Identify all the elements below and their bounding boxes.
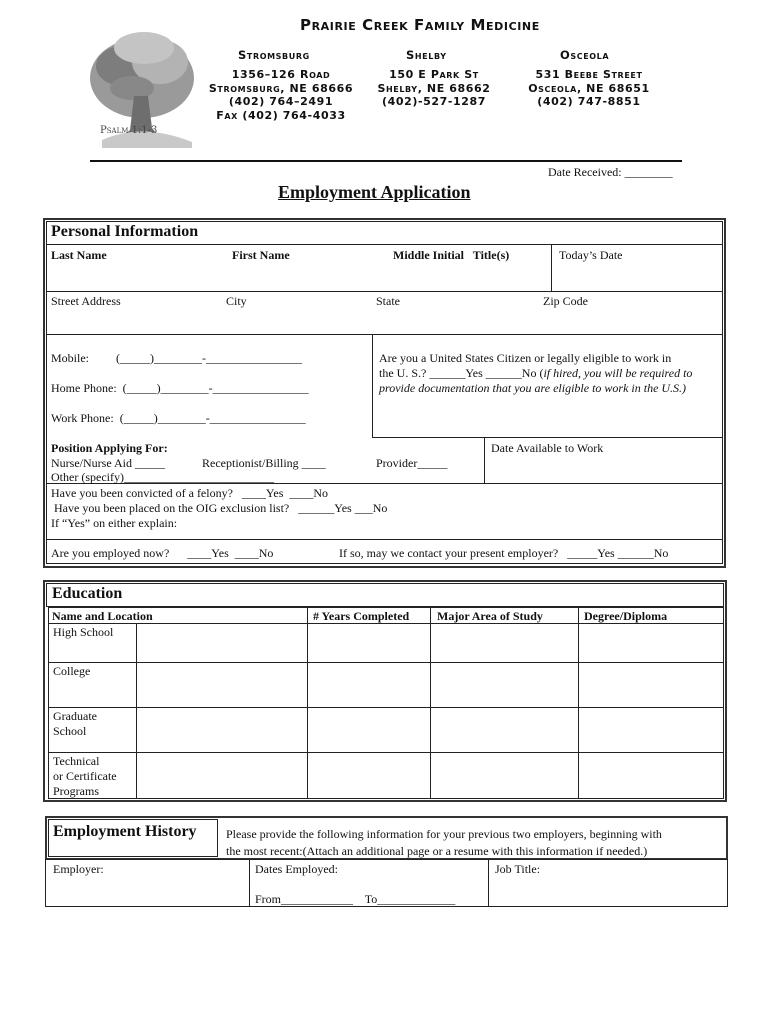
position-provider-option[interactable]: Provider_____ <box>376 456 448 470</box>
position-label: Position Applying For: <box>51 441 168 455</box>
felony-question[interactable]: Have you been convicted of a felony? ____Yes ____No <box>51 486 329 500</box>
todays-date-field[interactable]: Today’s Date <box>559 248 623 262</box>
dates-employed-label: Dates Employed: <box>255 862 338 876</box>
edu-row-technical: Technical or Certificate Programs <box>53 754 117 798</box>
position-receptionist-option[interactable]: Receptionist/Billing ____ <box>202 456 326 470</box>
last-name-field[interactable]: Last Name <box>51 248 107 262</box>
employer-field[interactable]: Employer: <box>53 862 104 876</box>
education-heading-box <box>46 583 724 607</box>
edu-col-major: Major Area of Study <box>437 609 543 623</box>
location-address-stromsburg: 1356–126 Road Stromsburg, NE 68666 (402) 764–2491 Fax (402) 764-4033 <box>208 68 354 122</box>
employment-note: Please provide the following information for your previous two employers, beginning with the most recent:(Attach an additional page or a resume with this information if needed.) <box>226 827 662 858</box>
edu-col-degree: Degree/Diploma <box>584 609 668 623</box>
personal-heading: Personal Information <box>51 223 199 240</box>
oig-question[interactable]: Have you been placed on the OIG exclusion list? ______Yes ___No <box>51 501 388 515</box>
street-address-field[interactable]: Street Address <box>51 294 121 308</box>
explain-field[interactable]: If “Yes” on either explain: <box>51 516 178 530</box>
date-received[interactable]: Date Received: ________ <box>548 165 673 179</box>
edu-row-college: College <box>53 664 91 678</box>
home-phone-field[interactable]: Home Phone: (_____)________-________________ <box>51 381 309 395</box>
first-name-field[interactable]: First Name <box>232 248 290 262</box>
location-address-osceola: 531 Beebe Street Osceola, NE 68651 (402) 747-8851 <box>528 68 650 108</box>
employed-now-question[interactable]: Are you employed now? ____Yes ____No <box>51 546 274 560</box>
location-name-stromsburg: Stromsburg <box>238 48 310 62</box>
header-rule <box>90 160 682 162</box>
location-address-shelby: 150 E Park St Shelby, NE 68662 (402)-527-1287 <box>377 68 491 108</box>
state-field[interactable]: State <box>376 294 400 308</box>
position-other-field[interactable]: Other (specify)_________________________ <box>51 470 274 484</box>
edu-row-graduate: Graduate School <box>53 709 97 738</box>
job-title-field[interactable]: Job Title: <box>495 862 541 876</box>
city-field[interactable]: City <box>226 294 247 308</box>
education-table <box>48 607 724 799</box>
form-title: Employment Application <box>278 182 471 202</box>
dates-from-to-field[interactable]: From____________ To_____________ <box>255 892 456 906</box>
edu-row-high-school: High School <box>53 625 114 639</box>
location-name-shelby: Shelby <box>406 48 447 62</box>
citizenship-question[interactable]: Are you a United States Citizen or legally eligible to work in the U. S.? ______Yes ______No (if hired, you will be required to provide documentation that you are eligible to work in the U.S.) <box>379 351 693 395</box>
logo-caption: Psalm 1:1-3 <box>100 125 158 136</box>
education-heading: Education <box>52 585 123 602</box>
zip-code-field[interactable]: Zip Code <box>543 294 588 308</box>
edu-col-years: # Years Completed <box>313 609 410 623</box>
location-name-osceola: Osceola <box>560 48 610 62</box>
employment-heading: Employment History <box>53 823 197 840</box>
clinic-name: Prairie Creek Family Medicine <box>300 16 540 34</box>
contact-employer-question[interactable]: If so, may we contact your present employer? _____Yes ______No <box>339 546 669 560</box>
date-available-field[interactable]: Date Available to Work <box>491 441 604 455</box>
edu-col-name: Name and Location <box>52 609 153 623</box>
middle-initial-title-field[interactable]: Middle Initial Title(s) <box>393 248 510 262</box>
mobile-phone-field[interactable]: Mobile: (_____)________-________________ <box>51 351 302 365</box>
position-nurse-option[interactable]: Nurse/Nurse Aid _____ <box>51 456 165 470</box>
work-phone-field[interactable]: Work Phone: (_____)________-________________ <box>51 411 306 425</box>
